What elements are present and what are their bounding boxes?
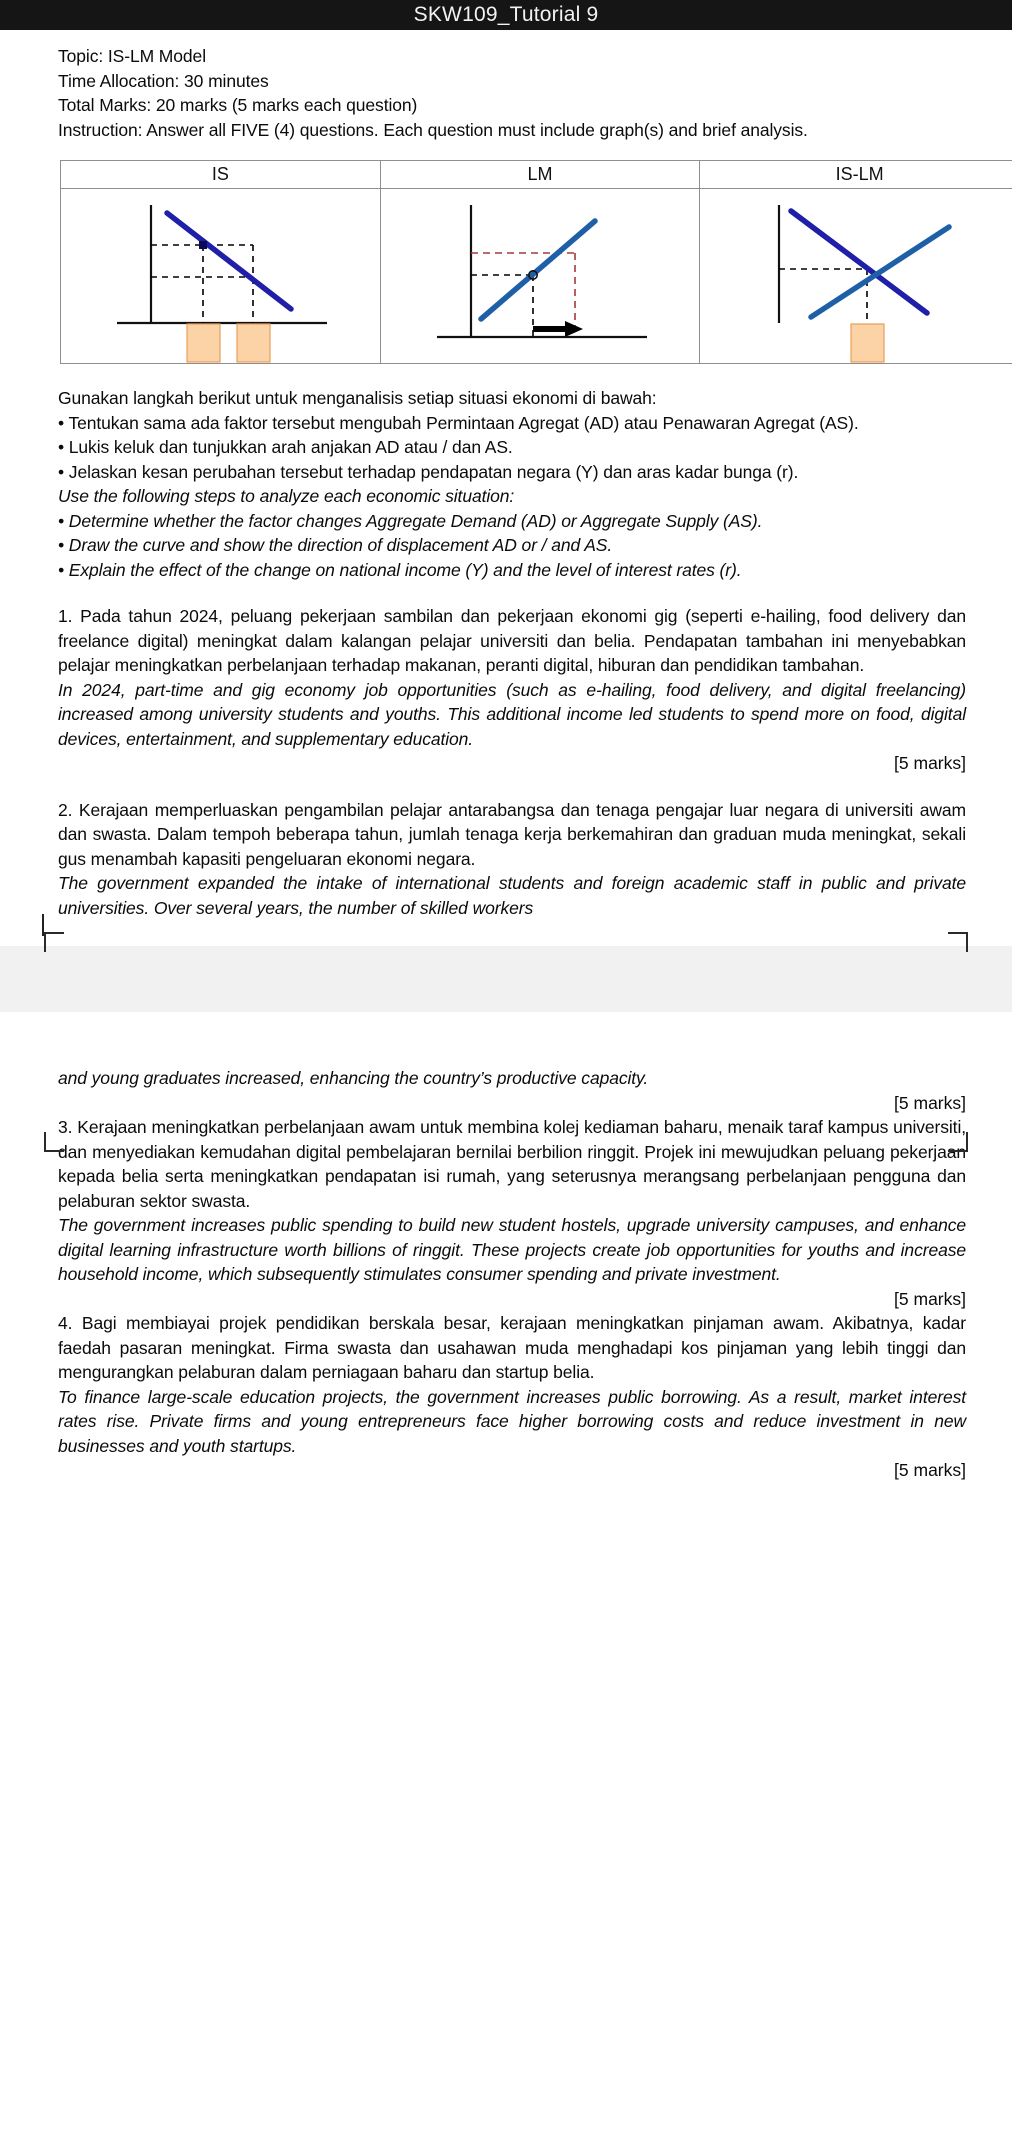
chart-cell-is-lm — [700, 189, 1012, 364]
steps-intro-en: Use the following steps to analyze each economic situation: — [58, 486, 515, 506]
document-page-1 — [0, 30, 1012, 920]
question-1-ms: 1. Pada tahun 2024, peluang pekerjaan sambilan dan pekerjaan ekonomi gig (seperti e-hailing, food delivery dan freelance digital) meningkat dalam kalangan pelajar universiti dan belia. Pendapatan tambahan ini menyebabkan pelajar meningkatkan perbelanjaan terhadap makanan, peranti digital, hiburan dan pendidikan tambahan. — [58, 606, 966, 675]
chart-is — [105, 191, 335, 363]
time-allocation-line: Time Allocation: 30 minutes — [58, 70, 269, 91]
chart-is-lm — [745, 191, 975, 363]
is-lm-graph-table — [60, 160, 1012, 364]
step-3-en: • Explain the effect of the change on national income (Y) and the level of interest rates (r). — [58, 559, 742, 580]
step-3-ms: • Jelaskan kesan perubahan tersebut terhadap pendapatan negara (Y) dan aras kadar bunga (r). — [58, 461, 799, 482]
table-header-row — [61, 161, 1012, 189]
chart-cell-lm — [380, 189, 700, 364]
steps-intro-ms: Gunakan langkah berikut untuk menganalisis setiap situasi ekonomi di bawah: — [58, 388, 657, 408]
page-gap-band — [0, 946, 1012, 1012]
question-2-en-part2: and young graduates increased, enhancing the country’s productive capacity. — [58, 1068, 649, 1088]
chart-cell-is — [61, 189, 381, 364]
chart-lm — [425, 191, 655, 363]
step-1-en: • Determine whether the factor changes Aggregate Demand (AD) or Aggregate Supply (AS). — [58, 510, 763, 531]
step-1-ms: • Tentukan sama ada faktor tersebut mengubah Permintaan Agregat (AD) atau Penawaran Agregat (AS). — [58, 412, 859, 433]
document-page-2 — [0, 1038, 1012, 1483]
step-2-en: • Draw the curve and show the direction of displacement AD or / and AS. — [58, 535, 613, 555]
question-3-en: The government increases public spending to build new student hostels, upgrade university campuses, and enhance digital learning infrastructure worth billions of ringgit. These projects create job opportunities for youths and increase household income, which subsequently stimulates consumer spending and private investment. — [58, 1215, 966, 1284]
question-4-ms: 4. Bagi membiayai projek pendidikan berskala besar, kerajaan meningkatkan pinjaman awam. Akibatnya, kadar faedah pasaran meningkat. Firma swasta dan usahawan muda menghadapi kos pinjaman yang lebih tinggi dan mengurangkan pelaburan dalam perniagaan baharu dan startup belia. — [58, 1313, 966, 1382]
total-marks-line: Total Marks: 20 marks (5 marks each question) — [58, 95, 418, 115]
table-graph-row — [61, 189, 1012, 364]
step-2-ms: • Lukis keluk dan tunjukkan arah anjakan AD atau / dan AS. — [58, 437, 513, 457]
crop-mark-top-right — [948, 932, 968, 952]
topic-line: Topic: IS-LM Model — [58, 46, 206, 66]
question-1-marks: [5 marks] — [894, 753, 966, 773]
question-1-en: In 2024, part-time and gig economy job opportunities (such as e-hailing, food delivery, and digital freelancing) increased among university students and youths. This additional income led students to spend more on food, digital devices, entertainment, and supplementary education. — [58, 679, 966, 749]
column-header-lm: LM — [380, 161, 700, 189]
question-3-marks: [5 marks] — [894, 1288, 966, 1309]
crop-mark-bottom-left-2 — [44, 1132, 64, 1152]
column-header-is-lm: IS-LM — [700, 161, 1012, 189]
question-2-marks: [5 marks] — [894, 1092, 966, 1113]
page-break-gap — [0, 920, 1012, 1038]
question-2-ms: 2. Kerajaan memperluaskan pengambilan pelajar antarabangsa dan tenaga pengajar luar negara di universiti awam dan swasta. Dalam tempoh beberapa tahun, jumlah tenaga kerja berkemahiran dan graduan muda meningkat, sekali gus menambah kapasiti pengeluaran ekonomi negara. — [58, 799, 966, 869]
crop-mark-top-left — [44, 932, 64, 952]
question-2-en-part1: The government expanded the intake of international students and foreign academic staff in public and private universities. Over several years, the number of skilled workers — [58, 873, 966, 918]
crop-mark-bottom-right — [948, 1132, 968, 1152]
document-title: SKW109_Tutorial 9 — [413, 3, 599, 26]
instruction-line: Instruction: Answer all FIVE (4) questions. Each question must include graph(s) and brief analysis. — [58, 119, 808, 140]
app-title-bar — [0, 0, 1012, 30]
question-3-ms: 3. Kerajaan meningkatkan perbelanjaan awam untuk membina kolej kediaman baharu, menaik taraf kampus universiti, dan menyediakan kemudahan digital pembelajaran bernilai berbilion ringgit. Projek ini mewujudkan peluang pekerjaan kepada belia serta meningkatkan pendapatan isi rumah, yang seterusnya merangsang perbelanjaan pengguna dan pelaburan sektor swasta. — [58, 1117, 966, 1211]
question-4-marks: [5 marks] — [894, 1460, 966, 1480]
question-4-en: To finance large-scale education projects, the government increases public borrowing. As a result, market interest rates rise. Private firms and young entrepreneurs face higher borrowing costs and reduce investment in new businesses and youth startups. — [58, 1386, 966, 1456]
column-header-is: IS — [61, 161, 381, 189]
